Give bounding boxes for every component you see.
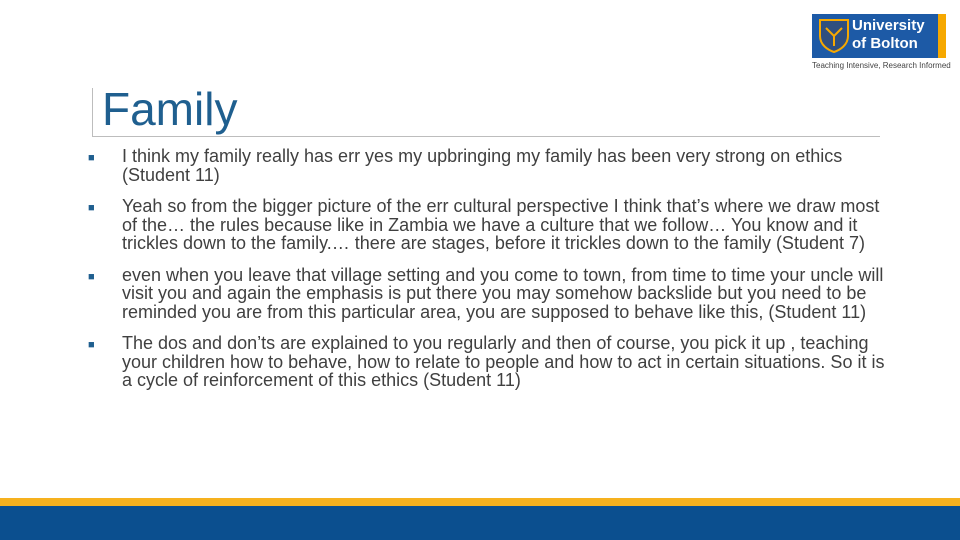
logo-accent [938,14,946,58]
logo-line1: University [852,17,925,34]
logo-tagline: Teaching Intensive, Research Informed [812,61,951,70]
footer-bar [0,506,960,540]
slide-title: Family [102,83,238,135]
bullet-list [86,147,886,403]
footer-accent-stripe [0,498,960,506]
bullet-text: even when you leave that village setting and you come to town, from time to time your uncle will visit you and again the emphasis is put there you may somehow backslide but you need to be reminded you are from this particular area, you are supposed to behave like this, (Student 11) [122,264,884,322]
logo-line2: of Bolton [852,35,918,52]
bullet-square-icon: ■ [88,339,95,351]
logo-badge [812,14,946,58]
bullet-square-icon: ■ [88,202,95,214]
bullet-square-icon: ■ [88,270,95,283]
bullet-item [86,197,886,253]
crest-icon [818,18,850,54]
bullet-text: Yeah so from the bigger picture of the err cultural perspective I think that’s where we draw most of the… the rules because like in Zambia we have a culture that we follow… You know and it trickles down to the family.… there are stages, before it trickles down to the family (Student 7) [122,196,880,253]
bullet-item [86,147,886,184]
bullet-square-icon: ■ [88,152,95,164]
logo-text [852,17,925,53]
university-logo [812,14,957,74]
title-divider [92,136,880,137]
bullet-item [86,334,886,390]
title-divider-vertical [92,88,93,136]
bullet-item [86,266,886,322]
bullet-text: The dos and don’ts are explained to you regularly and then of course, you pick it up , teaching your children how to behave, how to relate to people and how to act in certain situations. So it is a cycle of reinforcement of this ethics (Student 11) [122,333,885,390]
bullet-text: I think my family really has err yes my upbringing my family has been very strong on ethics (Student 11) [122,146,843,185]
